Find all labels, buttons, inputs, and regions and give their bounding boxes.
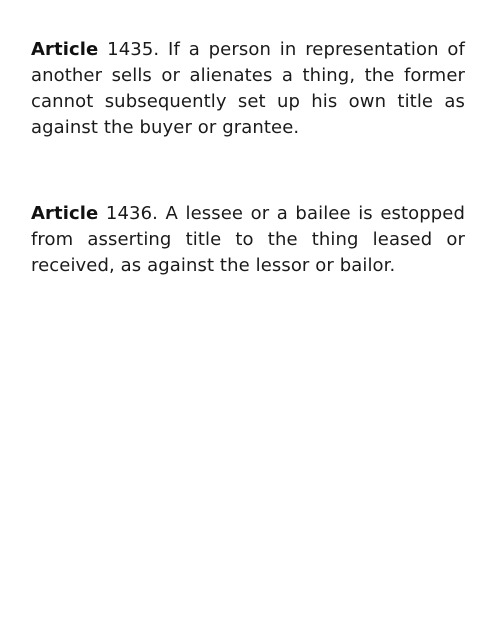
article-1435 bbox=[31, 37, 465, 141]
article-text: A lessee or a bailee is estopped from asserting title to the thing leased or received, as against the lessor or bailor. bbox=[31, 203, 465, 276]
article-1436 bbox=[31, 201, 465, 279]
article-number: 1435. bbox=[107, 39, 160, 60]
article-text: If a person in representation of another sells or alienates a thing, the former cannot subsequently set up his own title as against the buyer or grantee. bbox=[31, 39, 465, 138]
article-heading: Article bbox=[31, 203, 99, 224]
article-number: 1436. bbox=[105, 203, 158, 224]
article-heading: Article bbox=[31, 39, 99, 60]
